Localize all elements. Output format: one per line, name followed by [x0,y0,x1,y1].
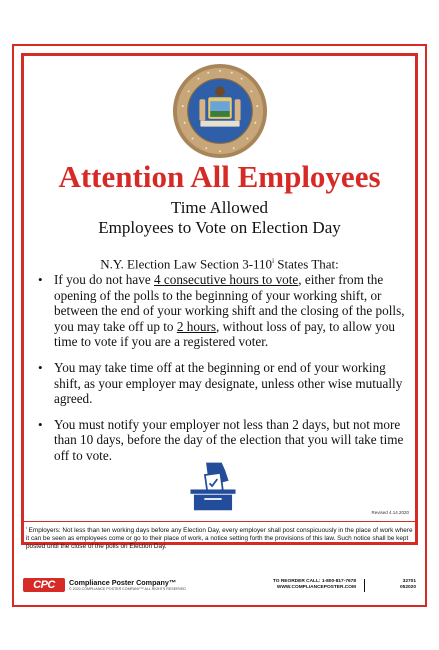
footnote [26,524,413,551]
poster [12,44,427,607]
subtitle-line-1: Time Allowed [170,198,269,217]
revised-date: Revised 4.14.2020 [371,510,409,515]
ballot-box-icon [187,460,239,512]
footnote-marker: i [272,257,275,265]
reorder-info [273,579,356,591]
section-prefix: N.Y. Election Law Section 3-110 [100,256,273,272]
poster-subtitle [24,198,415,238]
product-code: 32701 [402,579,416,584]
provisions-list [34,272,405,474]
reorder-phone: TO REORDER CALL: 1-800-817-7678 [272,579,356,584]
poster-footer [21,575,418,597]
list-item [34,272,405,350]
section-suffix: States That: [274,256,339,272]
copyright: © 2020 COMPLIANCE POSTER COMPANY™ ALL RIGHTS RESERVED [69,587,187,591]
company-name: Compliance Poster Company™ [69,578,177,587]
poster-codes [400,579,416,591]
subtitle-line-2: Employees to Vote on Election Day [98,218,341,237]
list-item: • You may take time off at the beginning or end of your working shift, as your employer may designate, unless other wise mutually agreed. [34,360,405,407]
list-item: • You must notify your employer not less than 2 days, but not more than 10 days, before the day of the election that you will take time off to vote. [34,417,405,464]
law-section-heading [24,253,415,272]
footnote-text: Employers: Not less than ten working days before any Election Day, every employer shall post conspicuously in the place of work where it can be seen as employees come or go to their place of work, a notice setting forth the provisions of this law. Such notice shall be kept posted until the close of the polls on Election Day. [26,527,413,551]
cpc-logo: CPC [23,578,65,592]
divider [24,521,415,522]
poster-title: Attention All Employees [58,159,381,194]
reorder-website: WWW.COMPLIANCEPOSTER.COM [276,585,356,590]
bullet-text: , either from the opening of the polls to the beginning of your working shift, or between the end of your working shift and the closing of the polls, you may take off up to [54,272,405,334]
new-york-state-seal-icon [171,62,269,160]
bullet-underlined: 2 hours [176,318,217,334]
bullet-text: If you do not have [54,272,154,287]
divider [364,579,365,592]
bullet-text: , without loss of pay, to allow you time to vote if you are a registered voter. [54,318,396,350]
version-code: 052020 [399,585,416,590]
poster-frame [21,53,418,551]
footnote-marker: i [26,525,27,530]
bullet-underlined: 4 consecutive hours to vote [153,272,299,287]
